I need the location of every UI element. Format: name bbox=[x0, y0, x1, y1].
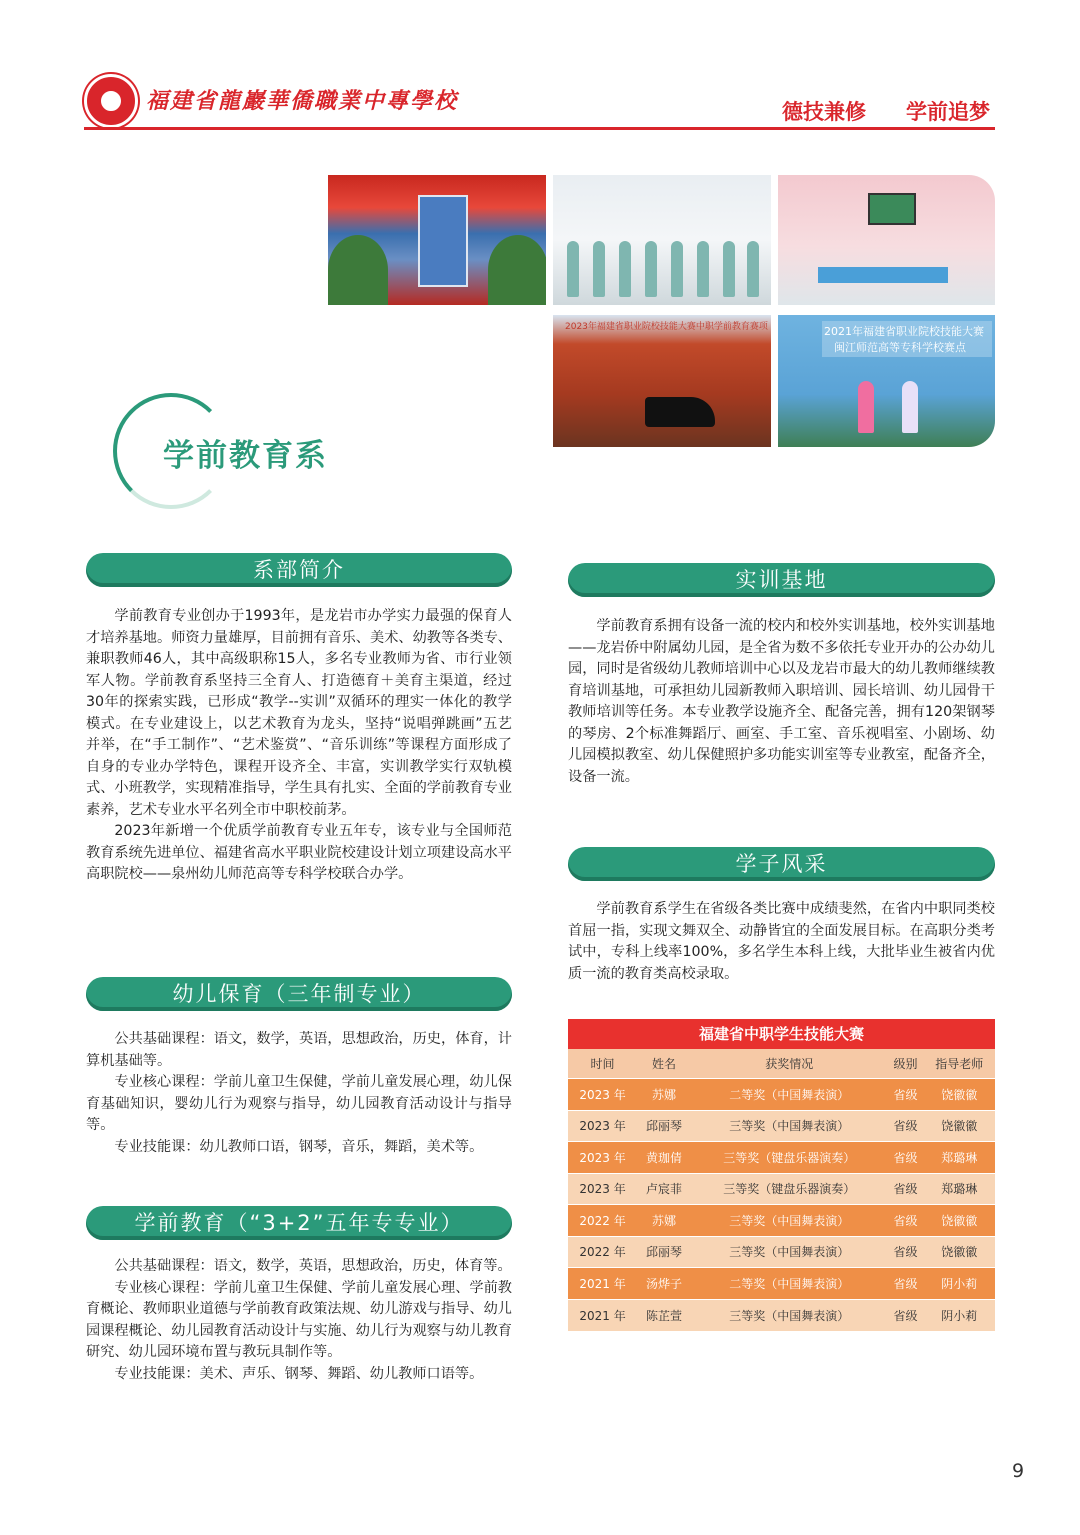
section-header-preschool: 学前教育（“3+2”五年专专业） bbox=[86, 1206, 512, 1240]
table-cell: 2023 年 bbox=[568, 1079, 637, 1111]
table-cell: 省级 bbox=[888, 1173, 924, 1205]
students-paragraph-1: 学前教育系学生在省级各类比赛中成绩斐然，在省内中职同类校首屈一指，实现文舞双全、动静皆宜的全面发展目标。在高职分类考试中，专科上线率100%，多名学生本科上线，大批毕业生被省内优质一流的教育类高校录取。 bbox=[568, 901, 995, 982]
table-cell: 黄珈倩 bbox=[637, 1142, 691, 1174]
school-name: 福建省龍巖華僑職業中專學校 bbox=[146, 88, 459, 114]
awards-table-title: 福建省中职学生技能大赛 bbox=[568, 1019, 995, 1049]
training-paragraph-1: 学前教育系拥有设备一流的校内和校外实训基地，校外实训基地——龙岩侨中附属幼儿园，是全省为数不多依托专业开办的公办幼儿园，同时是省级幼儿教师培训中心以及龙岩市最大的幼儿教师继续教育培训基地，可承担幼儿园新教师入职培训、园长培训、幼儿园骨干教师培训等任务。本专业教学设施齐全、配备完善，拥有120架钢琴的琴房、2个标准舞蹈厅、画室、手工室、音乐视唱室、小剧场、幼儿园模拟教室、幼儿保健照护多功能实训室等专业教室，配备齐全，设备一流。 bbox=[568, 618, 995, 785]
table-cell: 2021 年 bbox=[568, 1268, 637, 1300]
photo-dancer bbox=[567, 241, 579, 297]
table-cell: 2021 年 bbox=[568, 1299, 637, 1331]
table-cell: 2023 年 bbox=[568, 1110, 637, 1142]
table-cell: 陈芷萱 bbox=[637, 1299, 691, 1331]
preschool-text bbox=[86, 1256, 512, 1385]
table-cell: 郑璐琳 bbox=[923, 1173, 995, 1205]
awards-table bbox=[568, 1018, 995, 1331]
table-cell: 苏娜 bbox=[637, 1205, 691, 1237]
table-cell: 省级 bbox=[888, 1268, 924, 1300]
childcare-paragraph-2: 专业核心课程：学前儿童卫生保健，学前儿童发展心理，幼儿保育基础知识，婴幼儿行为观察与指导，幼儿园教育活动设计与指导等。 bbox=[86, 1074, 512, 1133]
photo-dancer bbox=[747, 241, 759, 297]
header-divider bbox=[84, 127, 995, 130]
table-cell: 2022 年 bbox=[568, 1236, 637, 1268]
intro-paragraph-2: 2023年新增一个优质学前教育专业五年专，该专业与全国师范教育系统先进单位、福建省高水平职业院校建设计划立项建设高水平高职院校——泉州幼儿师范高等专科学校联合办学。 bbox=[86, 823, 512, 882]
photo-caption: 2023年福建省职业院校技能大赛中职学前教育赛项 bbox=[565, 322, 768, 332]
table-cell: 邱丽琴 bbox=[637, 1110, 691, 1142]
table-row bbox=[568, 1205, 995, 1237]
awards-header-result: 获奖情况 bbox=[691, 1049, 888, 1079]
table-row bbox=[568, 1299, 995, 1331]
table-cell: 省级 bbox=[888, 1110, 924, 1142]
photo-piano bbox=[645, 397, 715, 427]
table-cell: 省级 bbox=[888, 1205, 924, 1237]
school-logo bbox=[84, 74, 138, 128]
awards-header-level: 级别 bbox=[888, 1049, 924, 1079]
table-cell: 省级 bbox=[888, 1236, 924, 1268]
table-cell: 三等奖（中国舞表演） bbox=[691, 1110, 888, 1142]
department-title: 学前教育系 bbox=[163, 438, 328, 474]
photo-classroom bbox=[778, 175, 995, 305]
photo-dancer bbox=[645, 241, 657, 297]
training-text bbox=[568, 616, 995, 788]
photo-tree bbox=[488, 235, 546, 305]
logo-emblem bbox=[99, 89, 123, 113]
preschool-paragraph-1: 公共基础课程：语文，数学，英语，思想政治，历史，体育等。 bbox=[114, 1258, 512, 1274]
photo-dancer bbox=[723, 241, 735, 297]
childcare-paragraph-1: 公共基础课程：语文，数学，英语，思想政治，历史，体育，计算机基础等。 bbox=[86, 1031, 512, 1069]
motto-1: 德技兼修 bbox=[782, 100, 866, 124]
photo-dancer bbox=[671, 241, 683, 297]
table-cell: 郑璐琳 bbox=[923, 1142, 995, 1174]
page-number: 9 bbox=[1012, 1460, 1025, 1482]
photo-piano-performance bbox=[553, 315, 771, 447]
table-cell: 三等奖（中国舞表演） bbox=[691, 1299, 888, 1331]
table-cell: 卢宸菲 bbox=[637, 1173, 691, 1205]
table-cell: 饶徽徽 bbox=[923, 1079, 995, 1111]
table-cell: 2023 年 bbox=[568, 1142, 637, 1174]
section-header-students: 学子风采 bbox=[568, 847, 995, 881]
table-cell: 三等奖（键盘乐器演奏） bbox=[691, 1173, 888, 1205]
photo-dancer bbox=[902, 381, 918, 433]
photo-dancer bbox=[858, 381, 874, 433]
preschool-paragraph-2: 专业核心课程：学前儿童卫生保健、学前儿童发展心理、学前教育概论、教师职业道德与学前教育政策法规、幼儿游戏与指导、幼儿园课程概论、幼儿园教育活动设计与实施、幼儿行为观察与幼儿教育研究、幼儿园环境布置与教玩具制作等。 bbox=[86, 1279, 512, 1360]
photo-campus-building bbox=[328, 175, 546, 305]
preschool-paragraph-3: 专业技能课：美术、声乐、钢琴、舞蹈、幼儿教师口语等。 bbox=[114, 1365, 484, 1382]
table-cell: 阴小莉 bbox=[923, 1268, 995, 1300]
photo-dancer bbox=[697, 241, 709, 297]
childcare-paragraph-3: 专业技能课：幼儿教师口语，钢琴，音乐，舞蹈，美术等。 bbox=[114, 1138, 484, 1155]
table-row bbox=[568, 1142, 995, 1174]
table-cell: 邱丽琴 bbox=[637, 1236, 691, 1268]
photo-building bbox=[418, 195, 468, 287]
photo-dancer bbox=[619, 241, 631, 297]
photo-caption-line1: 2021年福建省职业院校技能大赛 bbox=[824, 325, 984, 338]
section-header-childcare: 幼儿保育（三年制专业） bbox=[86, 977, 512, 1011]
motto-2: 学前追梦 bbox=[906, 100, 990, 124]
table-cell: 饶徽徽 bbox=[923, 1110, 995, 1142]
table-cell: 苏娜 bbox=[637, 1079, 691, 1111]
childcare-text bbox=[86, 1029, 512, 1158]
photo-competition-stage bbox=[778, 315, 995, 447]
photo-tree bbox=[328, 235, 388, 305]
intro-paragraph-1: 学前教育专业创办于1993年，是龙岩市办学实力最强的保育人才培养基地。师资力量雄厚，目前拥有音乐、美术、幼教等各类专、兼职教师46人，其中高级职称15人，多名专业教师为省、市行业领军人物。学前教育系坚持三全育人、打造德育＋美育主渠道，经过30年的探索实践，已形成“教学--实训”双循环的理实一体化的教学模式。在专业建设上，以艺术教育为龙头，坚持“说唱弹跳画”五艺并举，在“手工制作”、“艺术鉴赏”、“音乐训练”等课程方面形成了自身的专业办学特色，课程开设齐全、丰富，实训教学实行双轨模式、小班教学，实现精准指导，学生具有扎实、全面的学前教育专业素养，艺术专业水平名列全市中职校前茅。 bbox=[86, 608, 512, 818]
table-cell: 二等奖（中国舞表演） bbox=[691, 1079, 888, 1111]
table-row bbox=[568, 1110, 995, 1142]
photo-dance-class bbox=[553, 175, 771, 305]
table-cell: 2022 年 bbox=[568, 1205, 637, 1237]
table-cell: 省级 bbox=[888, 1142, 924, 1174]
intro-text bbox=[86, 606, 512, 886]
photo-dancer bbox=[593, 241, 605, 297]
table-cell: 省级 bbox=[888, 1299, 924, 1331]
table-cell: 三等奖（中国舞表演） bbox=[691, 1205, 888, 1237]
table-row bbox=[568, 1268, 995, 1300]
table-row bbox=[568, 1173, 995, 1205]
section-header-intro: 系部简介 bbox=[86, 553, 512, 587]
table-cell: 2023 年 bbox=[568, 1173, 637, 1205]
awards-header-time: 时间 bbox=[568, 1049, 637, 1079]
awards-header-name: 姓名 bbox=[637, 1049, 691, 1079]
table-cell: 三等奖（中国舞表演） bbox=[691, 1236, 888, 1268]
section-header-training: 实训基地 bbox=[568, 563, 995, 597]
photo-table bbox=[818, 267, 948, 283]
awards-header-teacher: 指导老师 bbox=[923, 1049, 995, 1079]
table-cell: 省级 bbox=[888, 1079, 924, 1111]
table-cell: 二等奖（中国舞表演） bbox=[691, 1268, 888, 1300]
photo-screen bbox=[868, 193, 916, 225]
table-cell: 汤烨子 bbox=[637, 1268, 691, 1300]
table-row bbox=[568, 1079, 995, 1111]
table-cell: 阴小莉 bbox=[923, 1299, 995, 1331]
table-cell: 三等奖（键盘乐器演奏） bbox=[691, 1142, 888, 1174]
students-text bbox=[568, 899, 995, 985]
photo-caption-line2: 闽江师范高等专科学校赛点 bbox=[834, 341, 966, 354]
table-cell: 饶徽徽 bbox=[923, 1236, 995, 1268]
table-cell: 饶徽徽 bbox=[923, 1205, 995, 1237]
table-row bbox=[568, 1236, 995, 1268]
